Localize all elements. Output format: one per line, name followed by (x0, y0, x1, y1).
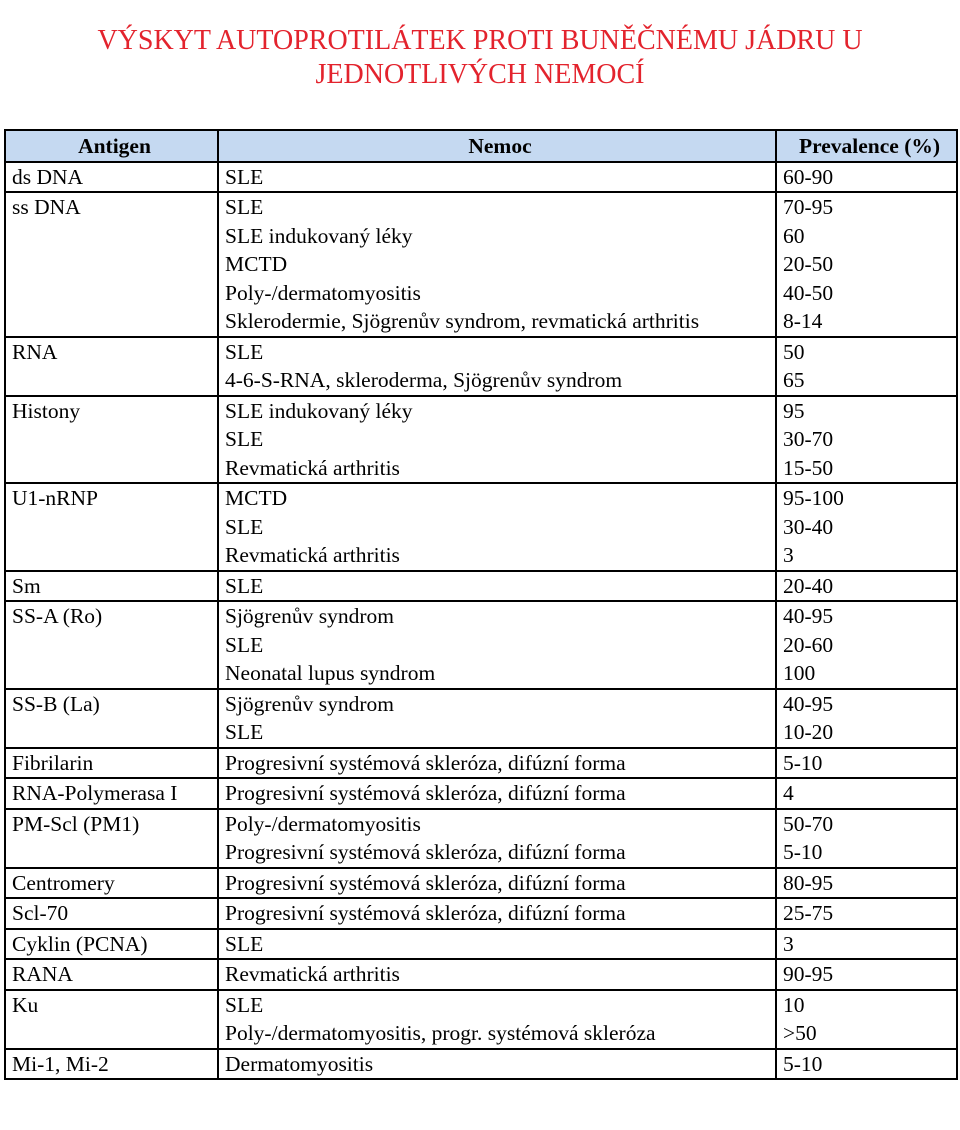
antigen-cell: U1-nRNP (5, 483, 218, 571)
prevalence-cell (776, 809, 957, 868)
autoantibody-table (4, 129, 958, 1080)
prevalence-item: 4 (783, 781, 794, 805)
table-row (5, 337, 957, 396)
prevalence-cell (776, 990, 957, 1049)
prevalence-cell (776, 748, 957, 779)
prevalence-item: 5-10 (783, 840, 823, 864)
table-row (5, 396, 957, 484)
prevalence-item: 70-95 (783, 195, 834, 219)
disease-cell (218, 337, 776, 396)
antigen-cell: Scl-70 (5, 898, 218, 929)
table-row (5, 748, 957, 779)
antigen-cell: Histony (5, 396, 218, 484)
antigen-cell: Centromery (5, 868, 218, 899)
antigen-cell: RANA (5, 959, 218, 990)
disease-item: 4-6-S-RNA, skleroderma, Sjögrenův syndrom (225, 368, 623, 392)
prevalence-cell (776, 192, 957, 337)
disease-item: Progresivní systémová skleróza, difúzní forma (225, 901, 626, 925)
header-antigen: Antigen (5, 130, 218, 162)
disease-item: SLE indukovaný léky (225, 398, 413, 423)
header-prevalence: Prevalence (%) (776, 130, 957, 162)
disease-item: Progresivní systémová skleróza, difúzní forma (225, 870, 626, 895)
antigen-cell: RNA-Polymerasa I (5, 778, 218, 809)
prevalence-item: 3 (783, 543, 794, 567)
antigen-cell: Fibrilarin (5, 748, 218, 779)
disease-item: Dermatomyositis (225, 1051, 374, 1076)
prevalence-item: 65 (783, 368, 805, 392)
disease-item: MCTD (225, 486, 288, 510)
prevalence-item: 60-90 (783, 164, 834, 189)
prevalence-cell (776, 337, 957, 396)
antigen-cell: Ku (5, 990, 218, 1049)
prevalence-item: 100 (783, 661, 816, 685)
prevalence-item: 60 (783, 223, 805, 248)
table-row (5, 809, 957, 868)
antigen-cell: Mi-1, Mi-2 (5, 1049, 218, 1080)
prevalence-cell (776, 571, 957, 602)
prevalence-item: 30-40 (783, 514, 834, 539)
antigen-cell: ss DNA (5, 192, 218, 337)
disease-item: Progresivní systémová skleróza, difúzní forma (225, 840, 626, 864)
prevalence-item: 95 (783, 398, 805, 423)
prevalence-item: 20-50 (783, 252, 834, 276)
disease-item: Sklerodermie, Sjögrenův syndrom, revmatická arthritis (225, 309, 700, 333)
disease-item: SLE (225, 339, 264, 364)
disease-item: SLE indukovaný léky (225, 223, 413, 248)
prevalence-item: 90-95 (783, 962, 834, 986)
prevalence-item: 50 (783, 339, 805, 364)
prevalence-item: 95-100 (783, 486, 844, 510)
table-row (5, 192, 957, 337)
disease-cell (218, 571, 776, 602)
disease-cell (218, 601, 776, 689)
prevalence-cell (776, 778, 957, 809)
disease-item: SLE (225, 427, 264, 451)
table-row (5, 483, 957, 571)
prevalence-item: 80-95 (783, 870, 834, 895)
page-title-line-1: VÝSKYT AUTOPROTILÁTEK PROTI BUNĚČNÉMU JÁDRU U (97, 24, 863, 56)
prevalence-item: 50-70 (783, 811, 834, 836)
prevalence-cell (776, 601, 957, 689)
prevalence-cell (776, 898, 957, 929)
antigen-cell: RNA (5, 337, 218, 396)
antigen-cell: PM-Scl (PM1) (5, 809, 218, 868)
disease-item: SLE (225, 720, 264, 744)
disease-item: Poly-/dermatomyositis, progr. systémová skleróza (225, 1021, 656, 1045)
disease-cell (218, 959, 776, 990)
page-title (0, 24, 960, 92)
disease-cell (218, 396, 776, 484)
prevalence-item: 3 (783, 931, 794, 956)
table-body (5, 162, 957, 1080)
disease-cell (218, 689, 776, 748)
disease-item: Revmatická arthritis (225, 962, 400, 986)
prevalence-item: 10 (783, 992, 805, 1017)
disease-cell (218, 483, 776, 571)
table-row (5, 689, 957, 748)
table-row (5, 601, 957, 689)
table-row (5, 1049, 957, 1080)
disease-cell (218, 748, 776, 779)
prevalence-item: 15-50 (783, 455, 834, 480)
table-row (5, 778, 957, 809)
disease-cell (218, 778, 776, 809)
prevalence-cell (776, 689, 957, 748)
disease-item: Poly-/dermatomyositis (225, 811, 421, 836)
table-row (5, 162, 957, 193)
disease-item: Sjögrenův syndrom (225, 691, 395, 716)
antigen-cell: ds DNA (5, 162, 218, 193)
prevalence-item: 8-14 (783, 309, 823, 333)
disease-item: SLE (225, 573, 264, 598)
disease-item: Revmatická arthritis (225, 543, 400, 567)
disease-cell (218, 809, 776, 868)
prevalence-cell (776, 483, 957, 571)
antigen-cell: SS-B (La) (5, 689, 218, 748)
disease-cell (218, 868, 776, 899)
prevalence-cell (776, 929, 957, 960)
disease-cell (218, 929, 776, 960)
disease-cell (218, 162, 776, 193)
disease-item: Neonatal lupus syndrom (225, 661, 436, 685)
prevalence-item: 25-75 (783, 901, 834, 925)
antigen-cell: Cyklin (PCNA) (5, 929, 218, 960)
table-row (5, 571, 957, 602)
disease-item: SLE (225, 992, 264, 1017)
disease-item: Progresivní systémová skleróza, difúzní forma (225, 750, 626, 775)
disease-item: SLE (225, 164, 264, 189)
disease-item: Progresivní systémová skleróza, difúzní forma (225, 781, 626, 805)
prevalence-item: 20-60 (783, 632, 834, 657)
prevalence-item: 30-70 (783, 427, 834, 451)
prevalence-item: 20-40 (783, 573, 834, 598)
antigen-cell: Sm (5, 571, 218, 602)
disease-item: Revmatická arthritis (225, 455, 400, 480)
disease-cell (218, 192, 776, 337)
prevalence-item: 5-10 (783, 750, 823, 775)
prevalence-item: 40-50 (783, 280, 834, 305)
table-header-row (5, 130, 957, 162)
antigen-cell: SS-A (Ro) (5, 601, 218, 689)
disease-item: Sjögrenův syndrom (225, 604, 395, 628)
prevalence-cell (776, 959, 957, 990)
disease-item: SLE (225, 514, 264, 539)
prevalence-cell (776, 162, 957, 193)
table-row (5, 898, 957, 929)
disease-cell (218, 1049, 776, 1080)
disease-item: SLE (225, 632, 264, 657)
page-title-line-2: JEDNOTLIVÝCH NEMOCÍ (315, 58, 645, 90)
prevalence-item: 10-20 (783, 720, 834, 744)
disease-cell (218, 898, 776, 929)
table-row (5, 990, 957, 1049)
table-row (5, 959, 957, 990)
table-row (5, 929, 957, 960)
header-nemoc: Nemoc (218, 130, 776, 162)
prevalence-item: 5-10 (783, 1051, 823, 1076)
prevalence-cell (776, 1049, 957, 1080)
prevalence-cell (776, 396, 957, 484)
disease-item: SLE (225, 931, 264, 956)
table-row (5, 868, 957, 899)
disease-item: SLE (225, 195, 264, 219)
disease-item: Poly-/dermatomyositis (225, 280, 421, 305)
disease-item: MCTD (225, 252, 288, 276)
prevalence-cell (776, 868, 957, 899)
prevalence-item: >50 (783, 1021, 817, 1045)
prevalence-item: 40-95 (783, 691, 834, 716)
prevalence-item: 40-95 (783, 604, 834, 628)
disease-cell (218, 990, 776, 1049)
